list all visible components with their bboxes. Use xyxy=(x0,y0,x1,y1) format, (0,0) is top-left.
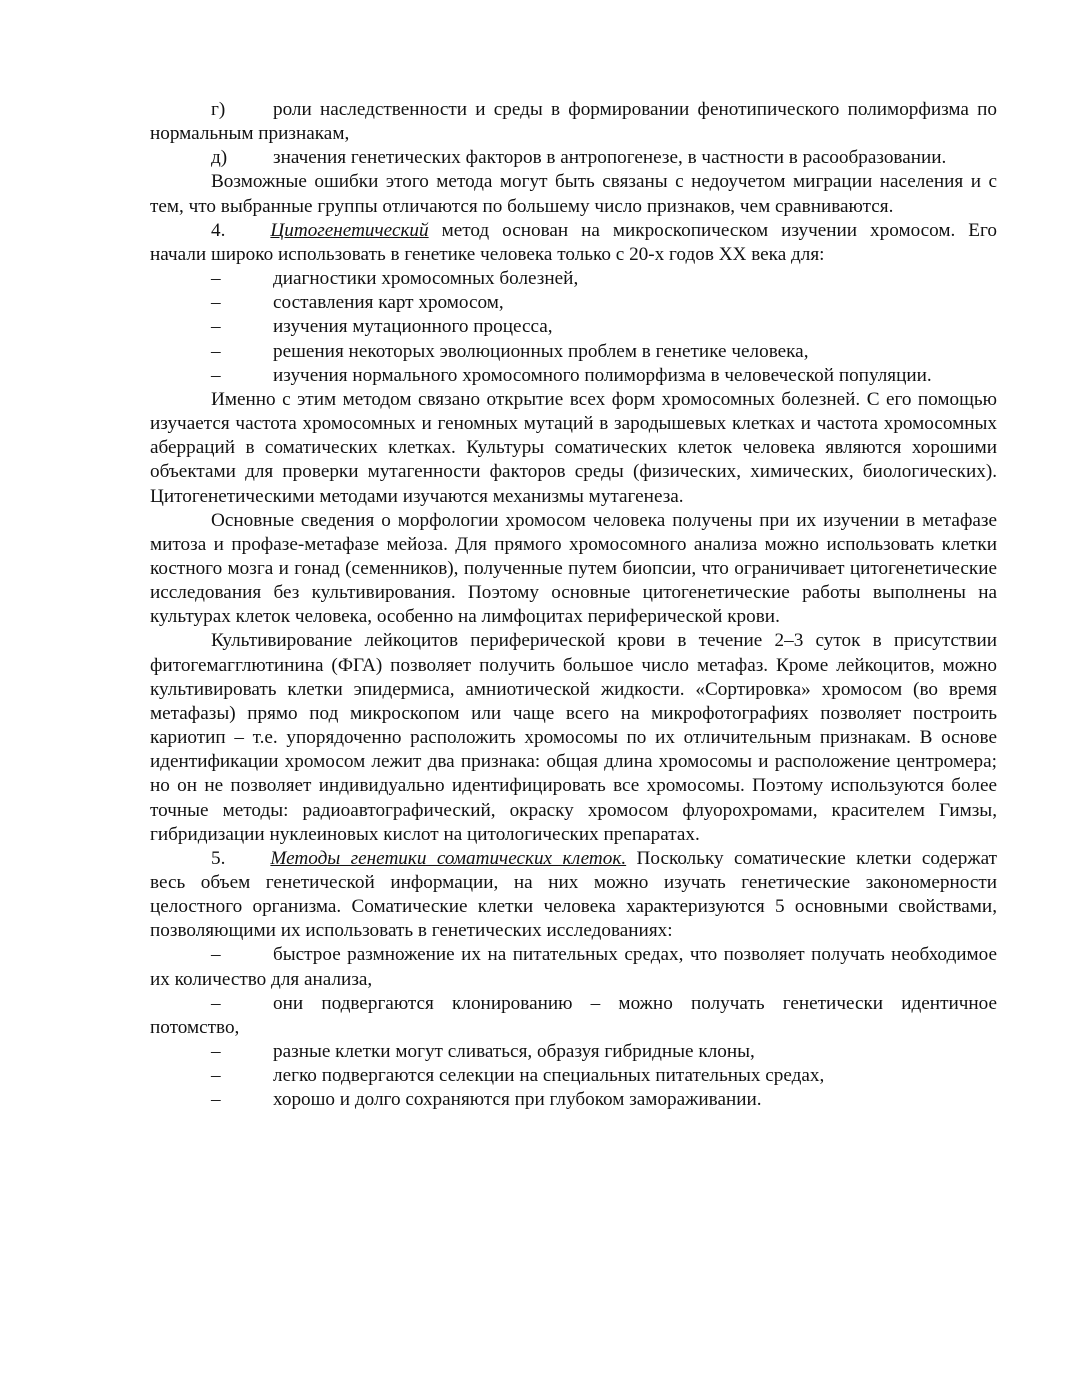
list-item-g xyxy=(150,98,997,146)
section-number: 5. xyxy=(211,847,226,869)
list-marker: г) xyxy=(211,99,226,120)
list-marker: – xyxy=(211,1065,221,1087)
list-marker: – xyxy=(211,316,221,338)
list-item xyxy=(150,315,997,339)
paragraph-cytogenetic-2: Основные сведения о морфологии хромосом человека получены при их изучении в метафазе митоза и профазе-метафазе мейоза. Для прямого хромосомного анализа можно использовать клетки костного мозга и гонад (семенников), полученные путем биопсии, что ограничивает цитогенетические исследования без культивирования. Поэтому основные цитогенетические работы выполнены на культурах клеток человека, особенно на лимфоцитах периферической крови. xyxy=(150,509,997,628)
list-marker: – xyxy=(211,992,221,1014)
paragraph-cytogenetic-1: Именно с этим методом связано открытие всех форм хромосомных болезней. С его помощью изучается частота хромосомных и геномных мутаций в зародышевых клетках и частота хромосомных аберраций в соматических клетках. Культуры соматических клеток человека являются хорошими объектами для проверки мутагенности факторов среды (физических, химических, биологических). Цитогенетическими методами изучаются механизмы мутагенеза. xyxy=(150,388,997,507)
list-marker: – xyxy=(211,944,221,966)
list-item xyxy=(150,291,997,315)
list-item-text: изучения нормального хромосомного полиморфизма в человеческой популяции. xyxy=(273,364,932,386)
list-item-text: они подвергаются клонированию – можно получать генетически идентичное потомство, xyxy=(150,992,997,1038)
list-marker: – xyxy=(211,1041,221,1063)
list-item xyxy=(150,1040,997,1064)
list-item-text: составления карт хромосом, xyxy=(273,292,504,314)
section-intro-text: метод основан на микроскопическом изучении хромосом. Его начали широко использовать в генетике человека только с 20-х годов XX века для: xyxy=(150,219,997,265)
section-intro-text: Поскольку соматические клетки содержат весь объем генетической информации, на них можно изучать генетические закономерности целостного организма. Соматические клетки человека характеризуются 5 основными свойствами, позволяющими их использовать в генетических исследованиях: xyxy=(150,847,998,942)
list-item-d xyxy=(150,146,997,170)
list-marker: – xyxy=(211,1089,221,1111)
list-marker: – xyxy=(211,292,221,314)
section-term: Цитогенетический xyxy=(270,219,429,241)
list-item xyxy=(150,267,997,291)
list-marker: – xyxy=(211,268,221,290)
list-item xyxy=(150,943,997,991)
section-term: Методы генетики соматических клеток. xyxy=(270,847,627,869)
list-item xyxy=(150,1088,997,1112)
list-item xyxy=(150,992,997,1040)
list-item-text: диагностики хромосомных болезней, xyxy=(273,268,579,290)
list-marker: – xyxy=(211,364,221,386)
list-item-text: решения некоторых эволюционных проблем в генетике человека, xyxy=(273,340,809,362)
section-number: 4. xyxy=(211,219,226,241)
paragraph-errors: Возможные ошибки этого метода могут быть связаны с недоучетом миграции населения и с тем, что выбранные группы отличаются по большему число признаков, чем сравниваются. xyxy=(150,171,997,217)
list-item-text: значения генетических факторов в антропогенезе, в частности в расообразовании. xyxy=(273,147,947,169)
list-item-text: изучения мутационного процесса, xyxy=(273,316,553,338)
document-page xyxy=(150,98,997,1113)
paragraph-somatic-intro xyxy=(150,847,997,944)
list-item-text: легко подвергаются селекции на специальных питательных средах, xyxy=(273,1065,825,1087)
list-item xyxy=(150,340,997,364)
paragraph-cytogenetic-3: Культивирование лейкоцитов периферической крови в течение 2–3 суток в присутствии фитогемагглютинина (ФГА) позволяет получить большое число метафаз. Кроме лейкоцитов, можно культивировать клетки эпидермиса, амниотической жидкости. «Сортировка» хромосом (во время метафазы) прямо под микроскопом или чаще всего на микрофотографиях позволяет построить кариотип – т.е. упорядоченно расположить хромосомы по их отличительным признакам. В основе идентификации хромосом лежит два признака: общая длина хромосомы и расположение центромера; но он не позволяет индивидуально идентифицировать все хромосомы. Поэтому используются более точные методы: радиоавтографический, окраску хромосом флуорохромами, красителем Гимзы, гибридизации нуклеиновых кислот на цитологических препаратах. xyxy=(150,630,997,845)
paragraph-cytogenetic-intro xyxy=(150,219,997,267)
list-item xyxy=(150,364,997,388)
list-item-text: роли наследственности и среды в формировании фенотипического полиморфизма по нормальным признакам, xyxy=(150,99,997,145)
list-marker: д) xyxy=(211,147,228,169)
list-item-text: разные клетки могут сливаться, образуя гибридные клоны, xyxy=(273,1041,755,1063)
list-item xyxy=(150,1064,997,1088)
list-marker: – xyxy=(211,340,221,362)
list-item-text: хорошо и долго сохраняются при глубоком замораживании. xyxy=(273,1089,762,1111)
list-item-text: быстрое размножение их на питательных средах, что позволяет получать необходимое их количество для анализа, xyxy=(150,944,997,990)
